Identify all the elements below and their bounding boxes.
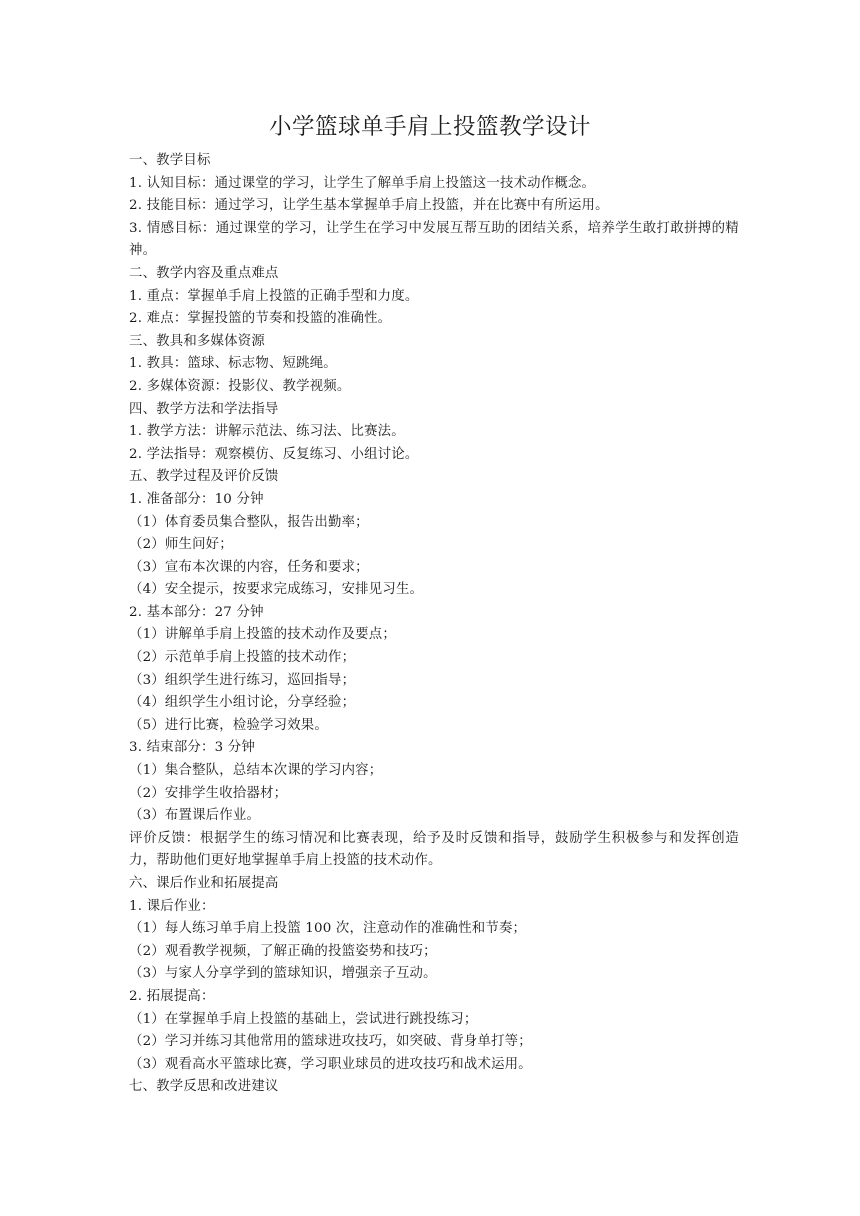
section-heading-reflection: 七、教学反思和改进建议 — [129, 1079, 279, 1095]
list-item: （3）布置课后作业。 — [129, 808, 261, 824]
paragraph-line: 2. 难点：掌握投篮的节奏和投篮的准确性。 — [129, 311, 392, 327]
document-title: 小学篮球单手肩上投篮教学设计 — [268, 114, 591, 140]
paragraph-line: 2. 技能目标：通过学习，让学生基本掌握单手肩上投篮，并在比赛中有所运用。 — [129, 198, 609, 214]
paragraph-line: 1. 课后作业： — [129, 898, 215, 914]
paragraph-line: 2. 学法指导：观察模仿、反复练习、小组讨论。 — [129, 446, 419, 462]
list-item: （3）与家人分享学到的篮球知识，增强亲子互动。 — [129, 966, 437, 982]
list-item: （1）集合整队，总结本次课的学习内容； — [129, 763, 383, 779]
paragraph-line: 1. 认知目标：通过课堂的学习，让学生了解单手肩上投篮这一技术动作概念。 — [129, 175, 596, 191]
list-item: （2）安排学生收拾器材； — [129, 785, 288, 801]
list-item: （3）宣布本次课的内容，任务和要求； — [129, 559, 369, 575]
section-heading-objectives: 一、教学目标 — [129, 153, 211, 168]
paragraph-line: 2. 多媒体资源：投影仪、教学视频。 — [129, 378, 351, 394]
document-body — [129, 150, 739, 1099]
paragraph-line: 3. 情感目标：通过课堂的学习，让学生在学习中发展互帮互助的团结关系，培养学生敢打敢拼搏的精神。 — [129, 220, 739, 259]
section-heading-methods: 四、教学方法和学法指导 — [129, 401, 279, 417]
list-item: （2）示范单手肩上投篮的技术动作； — [129, 650, 356, 666]
paragraph-line: 3. 结束部分：3 分钟 — [129, 740, 255, 756]
list-item: （2）观看教学视频，了解正确的投篮姿势和技巧； — [129, 943, 437, 959]
paragraph-line: 1. 准备部分：10 分钟 — [129, 491, 264, 507]
list-item: （2）师生问好； — [129, 537, 233, 553]
section-heading-homework: 六、课后作业和拓展提高 — [129, 876, 279, 891]
section-heading-resources: 三、教具和多媒体资源 — [129, 333, 265, 349]
list-item: （4）安全提示，按要求完成练习，安排见习生。 — [129, 582, 424, 598]
list-item: （1）在掌握单手肩上投篮的基础上，尝试进行跳投练习； — [129, 1011, 478, 1027]
list-item: （1）体育委员集合整队，报告出勤率； — [129, 514, 369, 530]
list-item: （3）观看高水平篮球比赛，学习职业球员的进攻技巧和战术运用。 — [129, 1056, 532, 1072]
list-item: （2）学习并练习其他常用的篮球进攻技巧，如突破、背身单打等； — [129, 1034, 532, 1050]
section-heading-content: 二、教学内容及重点难点 — [129, 265, 279, 281]
paragraph-line: 1. 教具：篮球、标志物、短跳绳。 — [129, 356, 337, 372]
paragraph-line: 2. 拓展提高： — [129, 988, 215, 1004]
list-item: （4）组织学生小组讨论，分享经验； — [129, 695, 356, 711]
paragraph-line: 评价反馈：根据学生的练习情况和比赛表现，给予及时反馈和指导，鼓励学生积极参与和发挥创造力，帮助他们更好地掌握单手肩上投篮的技术动作。 — [129, 830, 739, 869]
list-item: （1）讲解单手肩上投篮的技术动作及要点； — [129, 627, 396, 643]
list-item: （1）每人练习单手肩上投篮 100 次，注意动作的准确性和节奏； — [129, 921, 527, 937]
paragraph-line: 1. 教学方法：讲解示范法、练习法、比赛法。 — [129, 424, 405, 440]
list-item: （5）进行比赛，检验学习效果。 — [129, 717, 328, 733]
list-item: （3）组织学生进行练习，巡回指导； — [129, 672, 356, 688]
section-heading-process: 五、教学过程及评价反馈 — [129, 469, 279, 485]
paragraph-line: 2. 基本部分：27 分钟 — [129, 604, 264, 620]
paragraph-line: 1. 重点：掌握单手肩上投篮的正确手型和力度。 — [129, 288, 419, 304]
